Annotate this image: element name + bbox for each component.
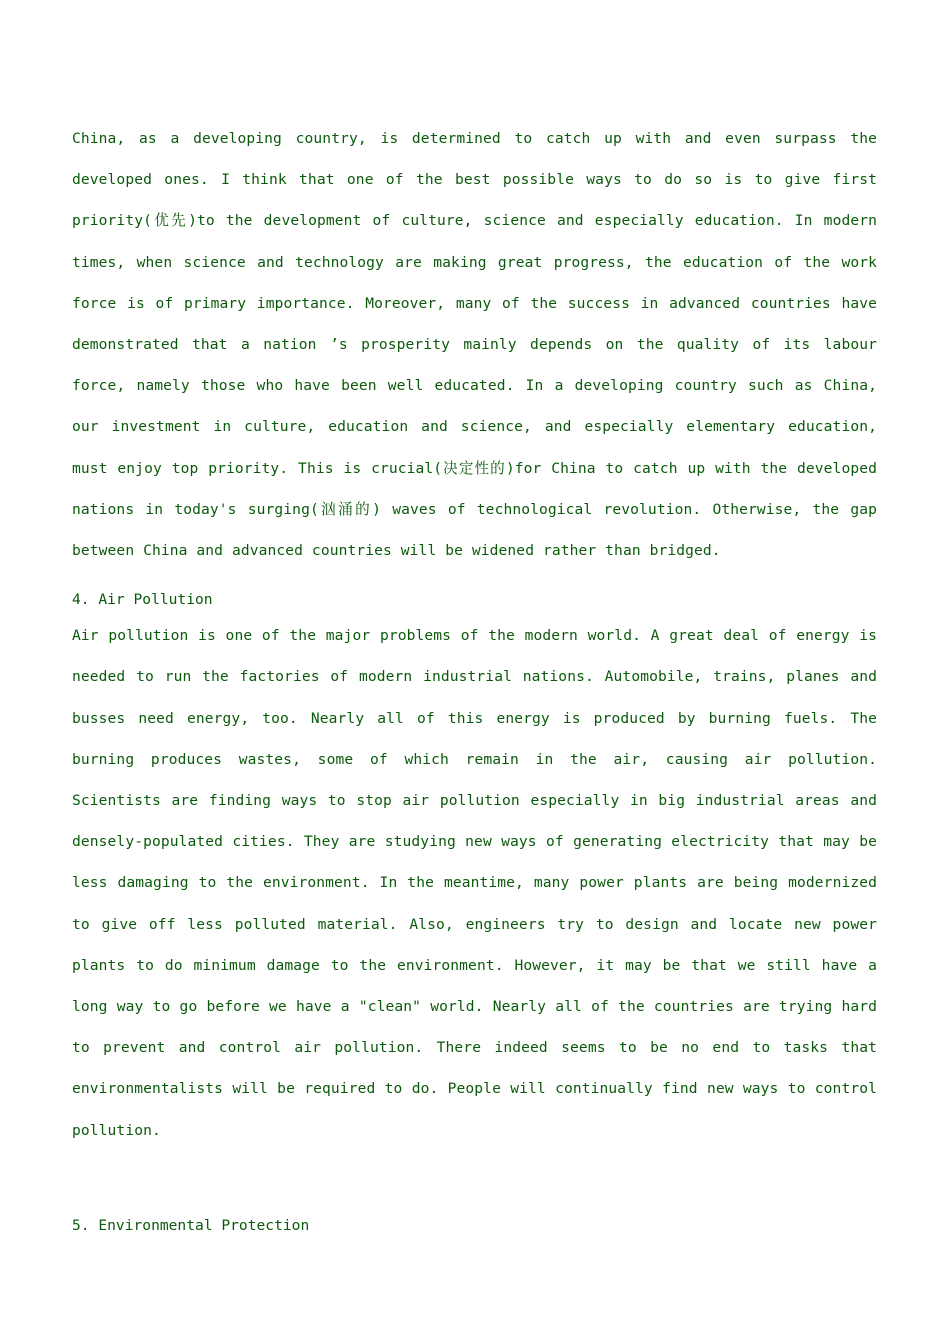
document-page [72, 118, 877, 1237]
section-heading-environmental-protection: 5. Environmental Protection [72, 1216, 310, 1234]
paragraph-air-pollution: Air pollution is one of the major problems of the modern world. A great deal of energy is needed to run the factories of modern industrial nations. Automobile, trains, planes and busses need energy, too. Nearly all of this energy is produced by burning fuels. The burning produces wastes, some of which remain in the air, causing air pollution. Scientists are finding ways to stop air pollution especially in big industrial areas and densely-populated cities. They are studying new ways of generating electricity that may be less damaging to the environment. In the meantime, many power plants are being modernized to give off less polluted material. Also, engineers try to design and locate new power plants to do minimum damage to the environment. However, it may be that we still have a long way to go before we have a "clean" world. Nearly all of the countries are trying hard to prevent and control air pollution. There indeed seems to be no end to tasks that environmentalists will be required to do. People will continually find new ways to control pollution. [72, 627, 877, 1139]
section-heading-air-pollution: 4. Air Pollution [72, 591, 213, 609]
paragraph-education-priority: China, as a developing country, is determined to catch up with and even surpass the developed ones. I think that one of the best possible ways to do so is to give first priority(优先)to the development of culture, science and especially education. In modern times, when science and technology are making great progress, the education of the work force is of primary importance. Moreover, many of the success in advanced countries have demonstrated that a nation ’s prosperity mainly depends on the quality of its labour force, namely those who have been well educated. In a developing country such as China, our investment in culture, education and science, and especially elementary education, must enjoy top priority. This is crucial(决定性的)for China to catch up with the developed nations in today's surging(汹涌的) waves of technological revolution. Otherwise, the gap between China and advanced countries will be widened rather than bridged. [72, 130, 877, 560]
